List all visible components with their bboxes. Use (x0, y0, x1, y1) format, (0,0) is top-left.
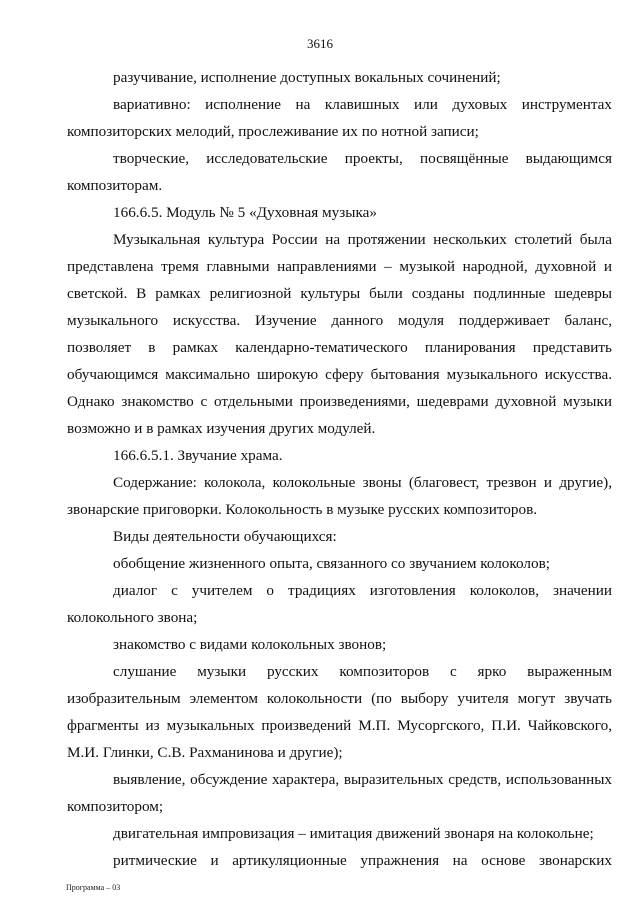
list-item: выявление, обсуждение характера, выразительных средств, использованных композитором; (67, 771, 612, 815)
page-footer: Программа – 03 (66, 883, 121, 892)
list-item: обобщение жизненного опыта, связанного со звучанием колоколов; (113, 555, 550, 572)
paragraph: разучивание, исполнение доступных вокальных сочинений; (113, 69, 501, 86)
page-number: 3616 (307, 36, 333, 51)
list-item: ритмические и артикуляционные упражнения на основе звонарских (113, 852, 612, 869)
paragraph: творческие, исследовательские проекты, посвящённые выдающимся композиторам. (67, 150, 612, 194)
section-heading: 166.6.5. Модуль № 5 «Духовная музыка» (113, 204, 377, 221)
paragraph: вариативно: исполнение на клавишных или духовых инструментах композиторских мелодий, прослеживание их по нотной записи; (67, 96, 612, 140)
list-item: диалог с учителем о традициях изготовления колоколов, значении колокольного звона; (67, 582, 612, 626)
list-item: двигательная импровизация – имитация движений звонаря на колокольне; (113, 825, 594, 842)
page-body (67, 64, 612, 874)
paragraph: Содержание: колокола, колокольные звоны (благовест, трезвон и другие), звонарские приговорки. Колокольность в музыке русских композиторов. (67, 474, 612, 518)
list-item: слушание музыки русских композиторов с ярко выраженным изобразительным элементом колокольности (по выбору учителя могут звучать фрагменты из музыкальных произведений М.П. Мусоргского, П.И. Чайковского, М.И. Глинки, С.В. Рахманинова и другие); (67, 663, 612, 761)
paragraph: Музыкальная культура России на протяжении нескольких столетий была представлена тремя главными направлениями – музыкой народной, духовной и светской. В рамках религиозной культуры были созданы подлинные шедевры музыкального искусства. Изучение данного модуля поддерживает баланс, позволяет в рамках календарно-тематического планирования представить обучающимся максимально широкую сферу бытования музыкального искусства. Однако знакомство с отдельными произведениями, шедеврами духовной музыки возможно и в рамках изучения других модулей. (67, 231, 612, 437)
paragraph: Виды деятельности обучающихся: (113, 528, 337, 545)
list-item: знакомство с видами колокольных звонов; (113, 636, 387, 653)
subsection-heading: 166.6.5.1. Звучание храма. (113, 447, 283, 464)
